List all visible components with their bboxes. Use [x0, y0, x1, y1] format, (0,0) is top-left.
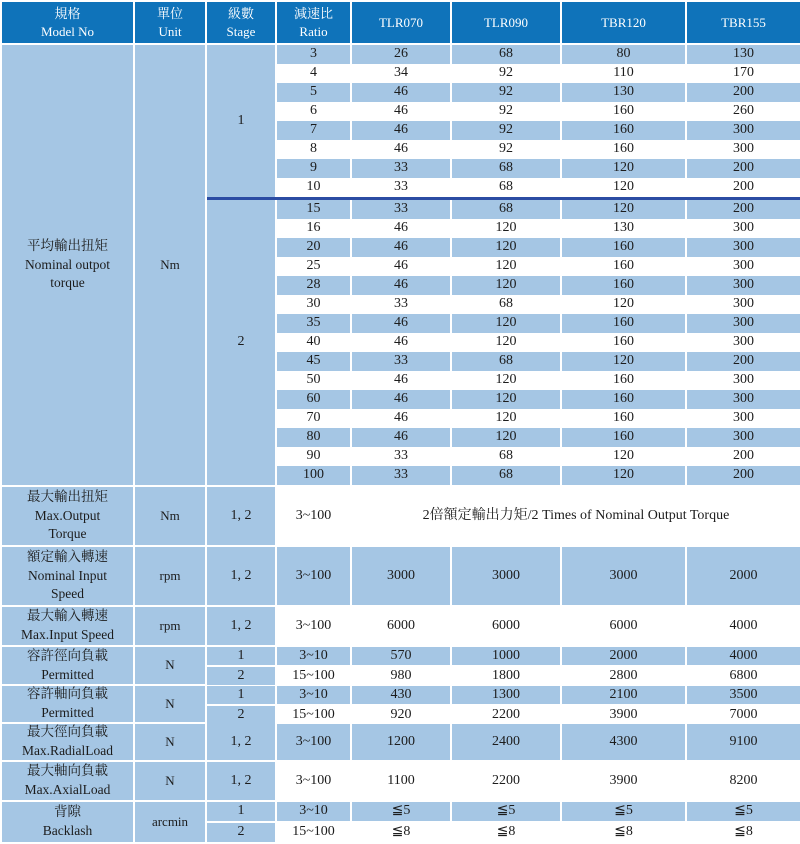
value-cell-tlr070: 46	[352, 333, 450, 352]
value-cell-tbr120: 160	[562, 371, 685, 390]
label-en: Torque	[48, 526, 87, 542]
subrow-stage-1	[207, 647, 800, 665]
value-cell-tbr120: 120	[562, 466, 685, 485]
unit-cell-arcmin: arcmin	[135, 802, 205, 842]
stage-subrows	[207, 686, 800, 722]
ratio-cell: 15	[277, 200, 350, 219]
value-cell-tlr070: 46	[352, 140, 450, 159]
ratio-row	[277, 352, 800, 371]
value-cell-tbr120: ≦8	[562, 823, 685, 842]
header-unit	[135, 2, 205, 43]
value-cell-tbr155: ≦5	[687, 802, 800, 821]
ratio-row	[277, 121, 800, 140]
value-cell-tbr120: 130	[562, 219, 685, 238]
value-cell-tlr090: 2200	[452, 762, 560, 800]
subrow-stage-2	[207, 667, 800, 685]
label-en: Nominal outpot	[24, 256, 111, 272]
ratio-row	[277, 45, 800, 64]
label-en: Max.RadialLoad	[21, 743, 114, 758]
value-cell-tlr090: 120	[452, 333, 560, 352]
unit-cell-n: N	[135, 686, 205, 722]
header-ratio-en: Ratio	[299, 23, 328, 39]
value-cell-tbr155: 200	[687, 447, 800, 466]
value-cell-tbr155: 4000	[687, 607, 800, 645]
value-cell-tbr120: 160	[562, 314, 685, 333]
value-cell-tbr120: ≦5	[562, 802, 685, 821]
ratio-value-matrix	[207, 45, 800, 485]
stage-cell-2: 2	[207, 200, 275, 485]
label-en: Max.Output	[34, 507, 101, 523]
label-zh: 最大輸入轉速	[27, 608, 108, 624]
value-cell-tlr090: 3000	[452, 547, 560, 605]
section-nominal-output-torque	[2, 45, 800, 485]
subrow-stage-2	[207, 706, 800, 724]
label-zh: 最大軸向負載	[27, 763, 108, 779]
header-model-no-zh: 規格	[54, 5, 81, 21]
stage-subrows	[207, 647, 800, 684]
header-stage-en: Stage	[226, 23, 256, 39]
value-cell-tbr155: 300	[687, 390, 800, 409]
ratio-cell: 35	[277, 314, 350, 333]
value-cell-tlr070: 33	[352, 466, 450, 485]
section-permitted-axial-load	[2, 686, 800, 722]
ratio-cell: 6	[277, 102, 350, 121]
ratio-cell: 20	[277, 238, 350, 257]
ratio-row	[277, 466, 800, 485]
stage-cell: 1, 2	[207, 762, 275, 800]
ratio-cell: 3~100	[277, 547, 350, 605]
label-zh: 額定輸入轉速	[27, 548, 108, 564]
ratio-cell: 15~100	[277, 706, 350, 724]
value-cell-tbr120: 160	[562, 257, 685, 276]
ratio-cell: 15~100	[277, 823, 350, 842]
ratio-cell: 3~100	[277, 487, 350, 545]
value-cell-tbr120: 3900	[562, 762, 685, 800]
subrow-stage-1	[207, 802, 800, 821]
value-cell-tlr090: 120	[452, 219, 560, 238]
value-cell-tlr090: 6000	[452, 607, 560, 645]
header-model-tlr070: TLR070	[352, 2, 450, 43]
value-cell-tlr090: 68	[452, 352, 560, 371]
label-zh: 容許軸向負載	[27, 686, 108, 702]
label-en: Max.Input Speed	[21, 627, 114, 642]
value-cell-tlr090: 92	[452, 102, 560, 121]
value-cell-tbr155: 130	[687, 45, 800, 64]
stage-1-rows	[277, 45, 800, 197]
value-cell-tbr155: 200	[687, 159, 800, 178]
value-cell-tlr070: 46	[352, 390, 450, 409]
value-cell-tlr090: 68	[452, 466, 560, 485]
stage-cell: 1	[207, 686, 275, 704]
ratio-cell: 8	[277, 140, 350, 159]
value-cell-tbr155: 200	[687, 352, 800, 371]
value-cell-tlr070: 1200	[352, 724, 450, 760]
ratio-cell: 3~100	[277, 607, 350, 645]
stage-cell: 1, 2	[207, 607, 275, 645]
ratio-cell: 45	[277, 352, 350, 371]
section-nominal-input-speed	[2, 547, 800, 605]
stage-cell: 2	[207, 706, 275, 724]
value-cell-tlr090: 92	[452, 121, 560, 140]
unit-cell-nm: Nm	[135, 45, 205, 485]
label-en: Max.AxialLoad	[24, 782, 111, 797]
value-cell-tlr090: 92	[452, 64, 560, 83]
value-cell-tbr120: 120	[562, 352, 685, 371]
value-cell-tlr070: ≦5	[352, 802, 450, 821]
value-cell-tlr090: 1300	[452, 686, 560, 704]
header-stage-zh: 級數	[227, 5, 254, 21]
value-cell-tlr090: 120	[452, 276, 560, 295]
header-stage	[207, 2, 275, 43]
ratio-cell: 16	[277, 219, 350, 238]
ratio-cell: 3~10	[277, 647, 350, 665]
unit-cell-n: N	[135, 724, 205, 760]
ratio-cell: 60	[277, 390, 350, 409]
section-max-output-torque	[2, 487, 800, 545]
value-cell-tlr090: 68	[452, 178, 560, 197]
section-max-axial-load	[2, 762, 800, 800]
label-en: Nominal Input	[27, 567, 108, 583]
value-cell-tbr155: 300	[687, 121, 800, 140]
ratio-cell: 4	[277, 64, 350, 83]
label-en: Permitted	[41, 666, 94, 682]
value-cell-tlr070: 46	[352, 314, 450, 333]
stage-cell: 1	[207, 647, 275, 665]
value-cell-tlr090: 68	[452, 159, 560, 178]
ratio-row	[277, 159, 800, 178]
row-label-max-axial-load	[2, 762, 133, 800]
value-cell-tbr155: 300	[687, 409, 800, 428]
ratio-cell: 3~100	[277, 724, 350, 760]
label-zh: 最大徑向負載	[27, 724, 108, 740]
label-en: torque	[50, 275, 85, 291]
ratio-row	[277, 295, 800, 314]
row-label-permitted-axial-load	[2, 686, 133, 722]
ratio-row	[277, 409, 800, 428]
value-cell-tbr155: 200	[687, 200, 800, 219]
value-cell-tbr120: 160	[562, 333, 685, 352]
value-cell-tlr070: 33	[352, 178, 450, 197]
value-cell-tbr120: 120	[562, 447, 685, 466]
ratio-row	[277, 219, 800, 238]
label-en: Backlash	[42, 823, 93, 838]
label-zh: 容許徑向負載	[27, 647, 108, 663]
ratio-row	[277, 83, 800, 102]
value-cell-tbr120: 120	[562, 200, 685, 219]
header-model-tbr120: TBR120	[562, 2, 685, 43]
value-cell-tbr155: 6800	[687, 667, 800, 685]
value-cell-tbr120: 3000	[562, 547, 685, 605]
header-unit-en: Unit	[158, 23, 182, 39]
value-cell-tlr070: 33	[352, 295, 450, 314]
value-cell-tlr070: 33	[352, 352, 450, 371]
value-cell-tbr120: 2000	[562, 647, 685, 665]
ratio-row	[277, 371, 800, 390]
value-cell-tlr070: 46	[352, 371, 450, 390]
value-cell-tlr090: 120	[452, 314, 560, 333]
ratio-cell: 3~10	[277, 802, 350, 821]
value-cell-tlr090: 68	[452, 295, 560, 314]
value-cell-tlr090: 120	[452, 257, 560, 276]
value-cell-tbr155: 300	[687, 428, 800, 447]
subrow-stage-2	[207, 823, 800, 842]
value-cell-tlr070: 430	[352, 686, 450, 704]
label-zh: 背隙	[54, 804, 81, 820]
stage-cell: 1, 2	[207, 724, 275, 760]
value-cell-tbr120: 120	[562, 178, 685, 197]
value-cell-tlr090: 68	[452, 45, 560, 64]
unit-cell-n: N	[135, 762, 205, 800]
value-cell-tlr090: 120	[452, 371, 560, 390]
ratio-cell: 7	[277, 121, 350, 140]
value-cell-tbr120: 160	[562, 140, 685, 159]
label-en: Permitted	[41, 705, 94, 720]
value-cell-tlr090: 92	[452, 140, 560, 159]
ratio-cell: 28	[277, 276, 350, 295]
ratio-row	[277, 314, 800, 333]
value-cell-tlr090: ≦8	[452, 823, 560, 842]
section-max-input-speed	[2, 607, 800, 645]
value-cell-tbr120: 160	[562, 428, 685, 447]
ratio-cell: 10	[277, 178, 350, 197]
ratio-row	[277, 200, 800, 219]
row-label-max-radial-load	[2, 724, 133, 760]
ratio-row	[277, 333, 800, 352]
stage-subrows	[207, 802, 800, 842]
ratio-cell: 3~10	[277, 686, 350, 704]
value-cell-tbr120: 160	[562, 409, 685, 428]
value-cell-tlr070: 46	[352, 238, 450, 257]
value-cell-tbr155: 200	[687, 466, 800, 485]
value-cell-tbr120: 2800	[562, 667, 685, 685]
value-cell-tbr155: 170	[687, 64, 800, 83]
value-cell-tlr070: 34	[352, 64, 450, 83]
stage-2-block	[207, 200, 800, 485]
value-cell-tbr155: 300	[687, 371, 800, 390]
value-cell-tbr120: 4300	[562, 724, 685, 760]
value-cell-tlr070: 6000	[352, 607, 450, 645]
ratio-cell: 100	[277, 466, 350, 485]
stage-cell-1: 1	[207, 45, 275, 197]
value-cell-tbr155: 300	[687, 257, 800, 276]
value-cell-tbr155: 300	[687, 140, 800, 159]
value-cell-tlr070: 1100	[352, 762, 450, 800]
ratio-cell: 5	[277, 83, 350, 102]
section-max-radial-load	[2, 724, 800, 760]
ratio-row	[277, 276, 800, 295]
value-cell-tlr090: ≦5	[452, 802, 560, 821]
value-cell-tbr155: 3500	[687, 686, 800, 704]
value-cell-tbr120: 160	[562, 390, 685, 409]
value-cell-tbr120: 110	[562, 64, 685, 83]
label-zh: 平均輸出扭矩	[27, 237, 108, 253]
unit-cell-n: N	[135, 647, 205, 684]
value-cell-tlr090: 2400	[452, 724, 560, 760]
ratio-cell: 40	[277, 333, 350, 352]
header-ratio	[277, 2, 350, 43]
ratio-row	[277, 238, 800, 257]
value-cell-tlr090: 2200	[452, 706, 560, 724]
header-model-no-en: Model No	[40, 23, 95, 39]
header-unit-zh: 單位	[156, 5, 183, 21]
value-cell-tbr155: 260	[687, 102, 800, 121]
ratio-cell: 3~100	[277, 762, 350, 800]
value-cell-tlr070: 46	[352, 121, 450, 140]
value-cell-tbr155: 300	[687, 276, 800, 295]
value-cell-tlr070: 46	[352, 428, 450, 447]
ratio-row	[277, 102, 800, 121]
note-cell-2x-nominal-torque: 2倍額定輸出力矩/2 Times of Nominal Output Torque	[352, 487, 800, 545]
unit-cell-rpm: rpm	[135, 607, 205, 645]
value-cell-tlr070: 33	[352, 200, 450, 219]
stage-2-rows	[277, 200, 800, 485]
value-cell-tlr070: 46	[352, 409, 450, 428]
stage-cell: 1, 2	[207, 487, 275, 545]
value-cell-tlr090: 120	[452, 238, 560, 257]
ratio-cell: 3	[277, 45, 350, 64]
value-cell-tlr070: ≦8	[352, 823, 450, 842]
value-cell-tbr155: 200	[687, 83, 800, 102]
value-cell-tbr155: 2000	[687, 547, 800, 605]
value-cell-tbr120: 130	[562, 83, 685, 102]
ratio-cell: 9	[277, 159, 350, 178]
value-cell-tbr155: 7000	[687, 706, 800, 724]
value-cell-tbr155: ≦8	[687, 823, 800, 842]
ratio-row	[277, 178, 800, 197]
row-label-nominal-output-torque	[2, 45, 133, 485]
stage-cell: 1	[207, 802, 275, 821]
value-cell-tbr120: 160	[562, 121, 685, 140]
subrow-stage-1	[207, 686, 800, 704]
row-label-max-input-speed	[2, 607, 133, 645]
value-cell-tlr090: 120	[452, 409, 560, 428]
section-backlash	[2, 802, 800, 842]
stage-cell: 1, 2	[207, 547, 275, 605]
ratio-cell: 90	[277, 447, 350, 466]
value-cell-tlr070: 46	[352, 83, 450, 102]
ratio-cell: 50	[277, 371, 350, 390]
unit-cell-nm: Nm	[135, 487, 205, 545]
value-cell-tlr070: 46	[352, 102, 450, 121]
stage-cell: 2	[207, 823, 275, 842]
ratio-row	[277, 447, 800, 466]
value-cell-tlr090: 68	[452, 200, 560, 219]
value-cell-tbr120: 3900	[562, 706, 685, 724]
value-cell-tbr120: 80	[562, 45, 685, 64]
ratio-cell: 80	[277, 428, 350, 447]
value-cell-tbr155: 300	[687, 238, 800, 257]
value-cell-tbr120: 120	[562, 159, 685, 178]
ratio-cell: 70	[277, 409, 350, 428]
value-cell-tbr120: 160	[562, 238, 685, 257]
row-label-permitted-radial-load	[2, 647, 133, 684]
value-cell-tlr070: 46	[352, 276, 450, 295]
row-label-backlash	[2, 802, 133, 842]
table-header-row	[2, 2, 800, 43]
ratio-row	[277, 64, 800, 83]
unit-cell-rpm: rpm	[135, 547, 205, 605]
label-en: Speed	[51, 586, 84, 602]
value-cell-tlr070: 920	[352, 706, 450, 724]
value-cell-tbr155: 300	[687, 314, 800, 333]
header-model-tlr090: TLR090	[452, 2, 560, 43]
value-cell-tbr120: 160	[562, 102, 685, 121]
value-cell-tbr155: 300	[687, 219, 800, 238]
value-cell-tbr120: 6000	[562, 607, 685, 645]
value-cell-tlr070: 33	[352, 159, 450, 178]
ratio-cell: 30	[277, 295, 350, 314]
header-model-tbr155: TBR155	[687, 2, 800, 43]
section-permitted-radial-load	[2, 647, 800, 684]
value-cell-tlr070: 570	[352, 647, 450, 665]
value-cell-tlr090: 120	[452, 428, 560, 447]
value-cell-tbr120: 2100	[562, 686, 685, 704]
value-cell-tbr120: 160	[562, 276, 685, 295]
value-cell-tbr155: 200	[687, 178, 800, 197]
ratio-cell: 25	[277, 257, 350, 276]
ratio-row	[277, 428, 800, 447]
stage-1-block	[207, 45, 800, 197]
value-cell-tbr120: 120	[562, 295, 685, 314]
stage-cell: 2	[207, 667, 275, 685]
value-cell-tbr155: 4000	[687, 647, 800, 665]
value-cell-tbr155: 9100	[687, 724, 800, 760]
row-label-nominal-input-speed	[2, 547, 133, 605]
value-cell-tlr070: 46	[352, 219, 450, 238]
value-cell-tlr090: 1000	[452, 647, 560, 665]
value-cell-tbr155: 300	[687, 295, 800, 314]
row-label-max-output-torque	[2, 487, 133, 545]
ratio-row	[277, 390, 800, 409]
value-cell-tlr070: 3000	[352, 547, 450, 605]
label-zh: 最大輸出扭矩	[27, 488, 108, 504]
header-ratio-zh: 減速比	[293, 5, 333, 21]
value-cell-tbr155: 8200	[687, 762, 800, 800]
ratio-row	[277, 257, 800, 276]
value-cell-tlr070: 33	[352, 447, 450, 466]
value-cell-tlr090: 120	[452, 390, 560, 409]
header-model-no	[2, 2, 133, 43]
value-cell-tlr070: 980	[352, 667, 450, 685]
value-cell-tlr070: 46	[352, 257, 450, 276]
value-cell-tbr155: 300	[687, 333, 800, 352]
value-cell-tlr090: 68	[452, 447, 560, 466]
ratio-row	[277, 140, 800, 159]
value-cell-tlr090: 92	[452, 83, 560, 102]
value-cell-tlr070: 26	[352, 45, 450, 64]
ratio-cell: 15~100	[277, 667, 350, 685]
value-cell-tlr090: 1800	[452, 667, 560, 685]
